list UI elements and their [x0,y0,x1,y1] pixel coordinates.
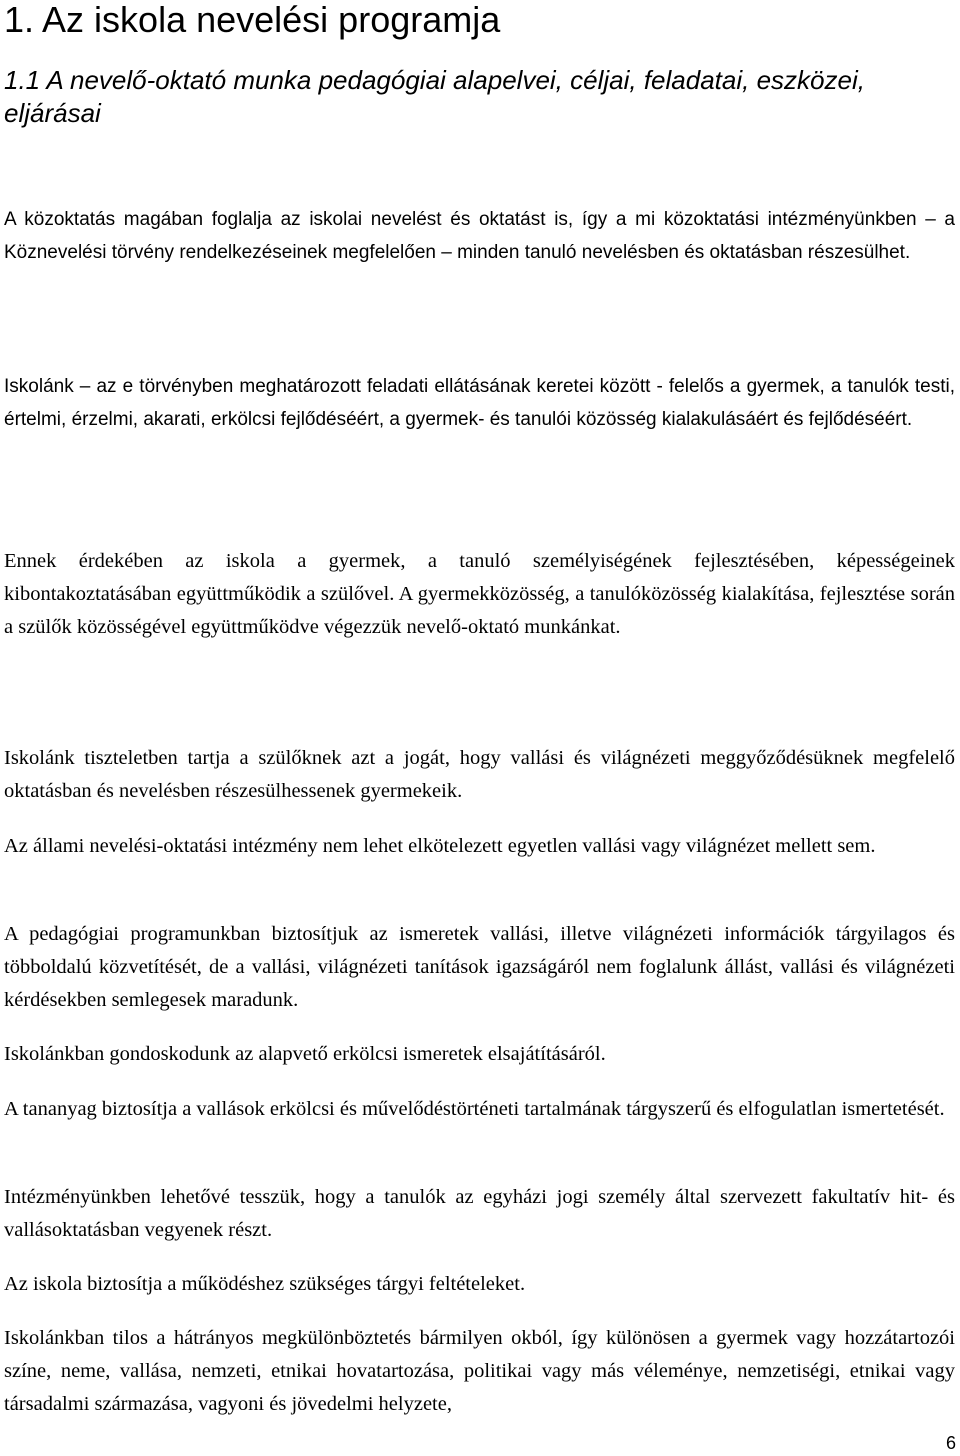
page-number: 6 [945,1433,956,1453]
paragraph-religious-respect: Iskolánk tiszteletben tartja a szülőknek azt a jogát, hogy vallási és világnézeti meggyőződésüknek megfelelő oktatásban és nevelésben részesülhessenek gyermekeik. [4,747,955,802]
paragraph-state-neutrality: Az állami nevelési-oktatási intézmény nem lehet elkötelezett egyetlen vallási vagy világnézet mellett sem. [4,835,876,857]
paragraph-objective-information: A pedagógiai programunkban biztosítjuk az ismeretek vallási, illetve világnézeti információk tárgyilagos és többoldalú közvetítését, de a vallási, világnézeti tanítások igazságáról nem foglalunk állást, vallási és világnézeti kérdésekben semlegesek maradunk. [4,923,955,1011]
paragraph-material-conditions: Az iskola biztosítja a működéshez szükséges tárgyi feltételeket. [4,1273,526,1295]
paragraph-parent-cooperation: Ennek érdekében az iskola a gyermek, a tanuló személyiségének fejlesztésében, képességeinek kibontakoztatásában együttműködik a szülővel. A gyermekközösség, a tanulóközösség kialakítása, fejlesztése során a szülők közösségével együttműködve végezzük nevelő-oktató munkánkat. [4,550,955,638]
paragraph-curriculum: A tananyag biztosítja a vallások erkölcsi és művelődéstörténeti tartalmának tárgyszerű és elfogulatlan ismertetését. [4,1098,945,1120]
paragraph-public-education: A közoktatás magában foglalja az iskolai nevelést és oktatást is, így a mi közoktatási intézményünkben – a Köznevelési törvény rendelkezéseinek megfelelően – minden tanuló nevelésben és oktatásban részesülhet. [4,209,955,263]
section-heading: 1. Az iskola nevelési programja [4,0,501,40]
paragraph-school-responsibility: Iskolánk – az e törvényben meghatározott feladati ellátásának keretei között - felelős a gyermek, a tanulók testi, értelmi, érzelmi, akarati, erkölcsi fejlődéséért, a gyermek- és tanulói közösség kialakulásáért és fejlődéséért. [4,376,955,430]
subsection-heading: 1.1 A nevelő-oktató munka pedagógiai alapelvei, céljai, feladatai, eszközei, eljárásai [4,65,865,128]
paragraph-moral-knowledge: Iskolánkban gondoskodunk az alapvető erkölcsi ismeretek elsajátításáról. [4,1043,606,1065]
paragraph-non-discrimination: Iskolánkban tilos a hátrányos megkülönböztetés bármilyen okból, így különösen a gyermek vagy hozzátartozói színe, neme, vallása, nemzeti, etnikai hovatartozása, politikai vagy más véleménye, nemzetiségi, etnikai vagy társadalmi származása, vagyoni és jövedelmi helyzete, [4,1327,955,1415]
paragraph-optional-religious-education: Intézményünkben lehetővé tesszük, hogy a tanulók az egyházi jogi személy által szervezett fakultatív hit- és vallásoktatásban vegyenek részt. [4,1186,955,1241]
